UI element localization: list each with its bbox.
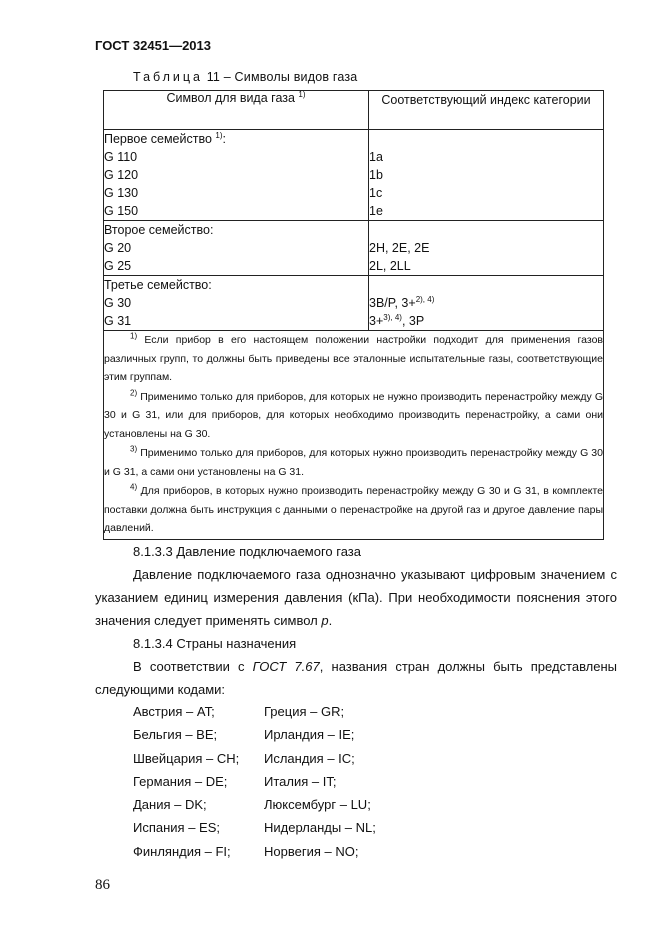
page-number: 86 <box>95 877 110 893</box>
standard-reference: ГОСТ 7.67 <box>252 659 320 674</box>
country-code: Люксембург – LU; <box>264 797 371 813</box>
country-code: Ирландия – IE; <box>264 727 355 743</box>
table-title-text: 11 – Символы видов газа <box>203 70 358 84</box>
footnote-text: Применимо только для приборов, для которых нужно производить перенастройку между G 30 и G 31, а сами они установлены на G 31. <box>104 447 603 478</box>
footnote-ref: 2), 4) <box>415 294 435 304</box>
gas-symbol: G 25 <box>104 259 132 273</box>
country-row <box>133 747 376 770</box>
footnote-text: Если прибор в его настоящем положении настройки подходит для применения газов различных групп, то должны быть приведены все эталонные испытательные газы, соответствующие этим группам. <box>104 334 603 383</box>
category-index: 3B/P, 3+$^{2), 4)}$ <box>369 294 435 310</box>
section-8134-paragraph <box>95 655 617 701</box>
col-header-index: Соответствующий индекс категории <box>369 91 604 130</box>
gas-symbol: G 30 <box>104 296 132 310</box>
footnote-marker: 3) <box>130 444 138 454</box>
country-codes-list <box>133 700 376 863</box>
table-groups <box>104 130 604 331</box>
paragraph-text: , названия стран должны быть представлены следующими кодами: <box>95 659 618 697</box>
table-footnote <box>104 444 603 481</box>
country-code: Норвегия – NO; <box>264 843 359 859</box>
category-index: 1b <box>369 168 383 182</box>
group-symbols-cell <box>104 276 369 331</box>
footnote-text: Применимо только для приборов, для которых не нужно производить перенастройку между G 30 и G 31, или для приборов, для которых необходимо производить перенастройку, а сами они установлены на G 30. <box>104 390 603 440</box>
table-header-row <box>104 91 604 130</box>
spacer <box>369 221 603 239</box>
table-title-prefix: Таблица <box>133 70 204 84</box>
group-row <box>104 130 604 221</box>
country-code: Швейцария – CH; <box>133 750 240 766</box>
section-8133 <box>95 540 617 701</box>
country-code: Греция – GR; <box>264 704 345 719</box>
group-name: Второе семейство: <box>104 223 214 237</box>
paragraph-end: . <box>328 613 333 628</box>
country-code: Исландия – IC; <box>264 750 355 766</box>
gas-symbol: G 110 <box>104 150 138 164</box>
notes-row <box>104 331 604 540</box>
footnote-marker: 2) <box>130 388 138 397</box>
group-row <box>104 221 604 276</box>
group-index-cell <box>369 276 604 331</box>
country-code: Италия – IT; <box>264 773 337 789</box>
footnote-ref: 1) <box>298 89 306 99</box>
footnote-text: Для приборов, в которых нужно производить перенастройку между G 30 и G 31, в комплекте поставки должна быть инструкция с данными о перенастройке на другой газ и другое давление пары давлений. <box>104 485 603 534</box>
group-name: Первое семейство $^{1)}$: <box>104 130 227 146</box>
gas-symbols-table <box>103 90 604 540</box>
pressure-symbol: p <box>321 613 329 628</box>
table-notes <box>104 331 604 540</box>
country-code: Германия – DE; <box>133 773 228 789</box>
group-index-cell <box>369 221 604 276</box>
footnote-marker: 1) <box>130 331 138 341</box>
footnote-ref: 3), 4) <box>383 312 402 322</box>
country-code: Нидерланды – NL; <box>264 820 376 836</box>
paragraph-text: В соответствии с <box>133 659 253 674</box>
category-index: 2L, 2LL <box>369 259 411 273</box>
country-row <box>133 816 376 839</box>
footnote-marker: 4) <box>130 482 138 492</box>
col-header-symbol <box>104 91 369 130</box>
table-title <box>133 70 357 84</box>
country-row <box>133 700 376 723</box>
category-index: 1a <box>369 150 383 164</box>
spacer <box>369 130 603 148</box>
table-footnote <box>104 331 603 387</box>
group-name: Третье семейство: <box>104 278 212 292</box>
table-footnote <box>104 388 603 444</box>
gas-symbol: G 20 <box>104 241 132 255</box>
gas-symbol: G 120 <box>104 168 139 182</box>
category-index: 1c <box>369 186 383 200</box>
category-index: 3+$^{3), 4)}$, 3P <box>369 312 425 328</box>
category-index: 1e <box>369 204 383 218</box>
country-code: Испания – ES; <box>133 820 221 836</box>
country-row <box>133 770 376 793</box>
country-row <box>133 723 376 746</box>
country-row <box>133 840 376 863</box>
gas-symbol: G 150 <box>104 204 139 218</box>
table-footnote <box>104 482 603 538</box>
footnote-ref: 1) <box>215 130 223 140</box>
group-symbols-cell <box>104 130 369 221</box>
paragraph-text: Давление подключаемого газа однозначно указывают цифровым значением с указанием единиц измерения давления (кПа). При необходимости пояснения этого значения следует применять символ <box>95 567 617 628</box>
country-code: Финляндия – FI; <box>133 843 231 859</box>
group-row <box>104 276 604 331</box>
country-code: Дания – DK; <box>133 797 207 813</box>
section-8133-paragraph <box>95 563 617 632</box>
country-row <box>133 793 376 816</box>
col-header-symbol-text: Символ для вида газа <box>166 91 295 105</box>
category-index: 2H, 2E, 2E <box>369 241 430 255</box>
country-code: Австрия – AT; <box>133 704 215 719</box>
document-code-header: ГОСТ 32451—2013 <box>95 38 211 53</box>
gas-symbol: G 130 <box>104 186 139 200</box>
section-8133-heading: 8.1.3.3 Давление подключаемого газа <box>133 544 361 559</box>
spacer <box>369 276 603 294</box>
group-symbols-cell <box>104 221 369 276</box>
group-index-cell <box>369 130 604 221</box>
gas-symbol: G 31 <box>104 314 132 328</box>
section-8134-heading: 8.1.3.4 Страны назначения <box>133 636 297 651</box>
country-code: Бельгия – BE; <box>133 727 218 743</box>
